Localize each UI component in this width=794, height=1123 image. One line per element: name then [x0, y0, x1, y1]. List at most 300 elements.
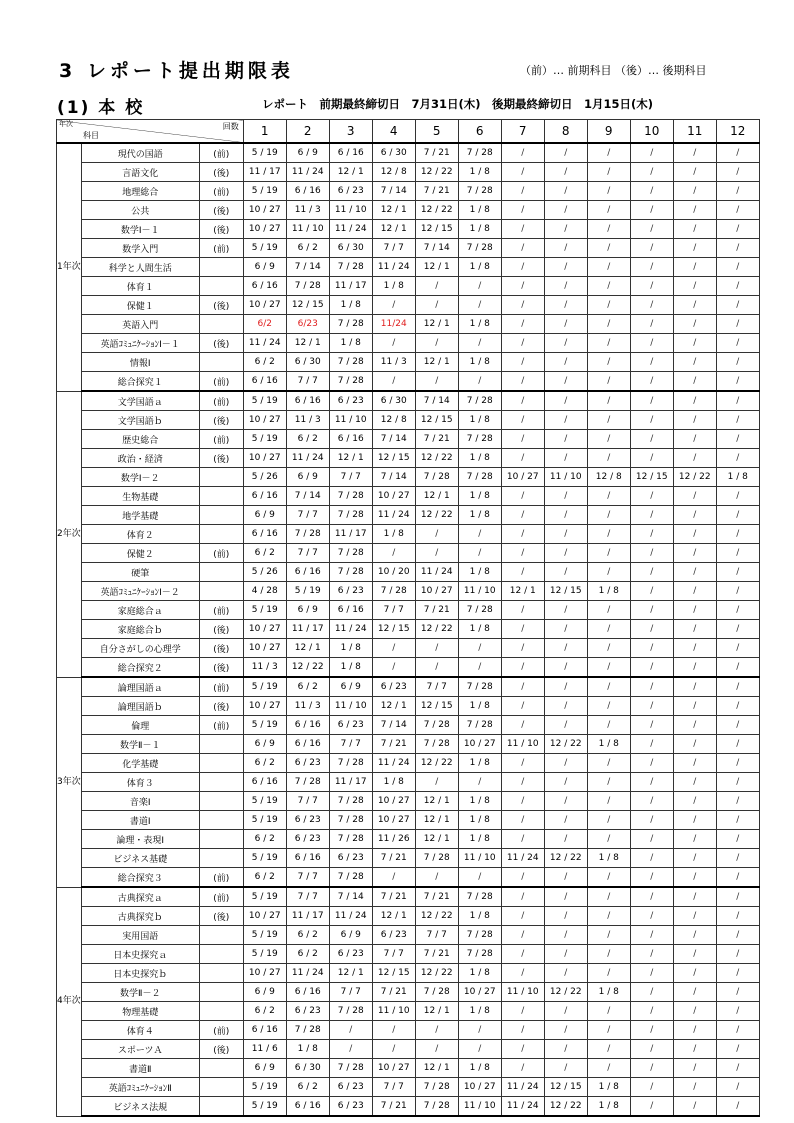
deadline-cell: 7 / 21	[372, 735, 415, 754]
deadline-cell: 7 / 14	[415, 239, 458, 258]
deadline-cell: /	[458, 639, 501, 658]
deadline-cell: /	[630, 487, 673, 506]
deadline-cell: 7 / 28	[329, 1002, 372, 1021]
deadline-cell: /	[501, 811, 544, 830]
column-header: 1	[243, 120, 286, 144]
table-row	[57, 372, 760, 392]
deadline-cell: 1 / 8	[458, 315, 501, 334]
deadline-cell: /	[630, 658, 673, 678]
deadline-cell: 1 / 8	[587, 849, 630, 868]
deadline-cell: 7 / 28	[329, 487, 372, 506]
deadline-cell: 7 / 7	[286, 887, 329, 907]
deadline-cell: 5 / 19	[243, 926, 286, 945]
deadline-cell: 10 / 27	[458, 983, 501, 1002]
deadline-cell: /	[587, 391, 630, 411]
deadline-cell: 10 / 27	[372, 487, 415, 506]
table-row	[57, 773, 760, 792]
term-marker	[199, 830, 243, 849]
deadline-cell: 6 / 16	[243, 372, 286, 392]
deadline-cell: 12 / 22	[544, 849, 587, 868]
deadline-cell: /	[630, 601, 673, 620]
deadline-cell: /	[630, 239, 673, 258]
column-header: 10	[630, 120, 673, 144]
deadline-cell: /	[501, 277, 544, 296]
deadline-cell: /	[716, 716, 759, 735]
year-label: 1年次	[57, 143, 82, 391]
deadline-cell: 1 / 8	[458, 697, 501, 716]
deadline-cell: /	[372, 658, 415, 678]
deadline-cell: /	[372, 868, 415, 888]
deadline-cell: 12 / 1	[415, 792, 458, 811]
deadline-cell: 7 / 28	[329, 1059, 372, 1078]
deadline-cell: 12 / 22	[544, 1097, 587, 1117]
deadline-cell: /	[458, 296, 501, 315]
deadline-cell: /	[673, 849, 716, 868]
deadline-cell: 10 / 27	[243, 907, 286, 926]
deadline-cell: 11 / 6	[243, 1040, 286, 1059]
deadline-cell: 5 / 19	[243, 182, 286, 201]
deadline-cell: 6 / 23	[329, 716, 372, 735]
deadline-cell: /	[501, 639, 544, 658]
deadline-cell: /	[716, 296, 759, 315]
deadline-cell: /	[673, 334, 716, 353]
deadline-cell: 1 / 8	[716, 468, 759, 487]
subject-name: 古典探究ａ	[81, 887, 199, 907]
deadline-cell: 6 / 9	[243, 735, 286, 754]
deadline-cell: /	[587, 563, 630, 582]
term-marker: (後)	[199, 449, 243, 468]
deadline-cell: 11 / 10	[329, 697, 372, 716]
deadline-cell: 12 / 22	[415, 163, 458, 182]
deadline-cell: /	[673, 658, 716, 678]
subject-name: 家庭総合ａ	[81, 601, 199, 620]
deadline-cell: /	[587, 163, 630, 182]
deadline-cell: /	[501, 506, 544, 525]
deadline-cell: 10 / 27	[243, 620, 286, 639]
year-label: 4年次	[57, 887, 82, 1116]
deadline-cell: /	[372, 296, 415, 315]
deadline-cell: 12 / 22	[415, 620, 458, 639]
deadline-cell: 11 / 24	[286, 163, 329, 182]
subject-name: 体育１	[81, 277, 199, 296]
table-row	[57, 525, 760, 544]
term-marker	[199, 506, 243, 525]
table-row	[57, 277, 760, 296]
deadline-cell: 6 / 9	[329, 926, 372, 945]
deadline-cell: 6 / 23	[329, 391, 372, 411]
deadline-cell: /	[544, 773, 587, 792]
deadline-cell: /	[673, 964, 716, 983]
deadline-cell: /	[673, 1002, 716, 1021]
deadline-cell: /	[630, 506, 673, 525]
deadline-cell: 1 / 8	[372, 277, 415, 296]
deadline-cell: 12 / 8	[372, 411, 415, 430]
column-header: 5	[415, 120, 458, 144]
deadline-cell: /	[501, 677, 544, 697]
deadline-cell: 12 / 22	[415, 506, 458, 525]
deadline-cell: /	[501, 391, 544, 411]
deadline-cell: /	[458, 658, 501, 678]
deadline-cell: /	[630, 811, 673, 830]
deadline-cell: 7 / 14	[372, 468, 415, 487]
table-row	[57, 716, 760, 735]
subject-name: ビジネス法規	[81, 1097, 199, 1117]
deadline-cell: /	[673, 926, 716, 945]
deadline-cell: /	[372, 372, 415, 392]
deadline-cell: 7 / 21	[372, 887, 415, 907]
deadline-cell: /	[673, 677, 716, 697]
term-marker: (前)	[199, 677, 243, 697]
deadline-cell: /	[587, 239, 630, 258]
deadline-cell: /	[716, 983, 759, 1002]
deadline-cell: 10 / 27	[243, 639, 286, 658]
deadline-cell: /	[544, 296, 587, 315]
deadline-cell: 4 / 28	[243, 582, 286, 601]
deadline-cell: 12 / 1	[372, 201, 415, 220]
deadline-cell: /	[716, 544, 759, 563]
deadline-cell: 5 / 26	[243, 468, 286, 487]
deadline-cell: /	[415, 658, 458, 678]
term-marker	[199, 258, 243, 277]
column-header: 7	[501, 120, 544, 144]
deadline-cell: /	[587, 964, 630, 983]
deadline-cell: 7 / 28	[458, 887, 501, 907]
deadline-cell: 7 / 14	[372, 430, 415, 449]
deadline-cell: /	[501, 887, 544, 907]
term-marker	[199, 1078, 243, 1097]
subject-name: 論理国語ａ	[81, 677, 199, 697]
deadline-cell: 7 / 14	[415, 391, 458, 411]
deadline-cell: /	[716, 220, 759, 239]
deadline-cell: /	[501, 563, 544, 582]
subject-name: 政治・経済	[81, 449, 199, 468]
deadline-cell: /	[415, 544, 458, 563]
deadline-cell: 1 / 8	[329, 334, 372, 353]
deadline-cell: 1 / 8	[458, 830, 501, 849]
deadline-cell: 1 / 8	[458, 620, 501, 639]
deadline-cell: /	[587, 1059, 630, 1078]
subject-name: 文学国語ａ	[81, 391, 199, 411]
deadline-cell: /	[458, 544, 501, 563]
table-row	[57, 449, 760, 468]
deadline-cell: 6 / 2	[286, 430, 329, 449]
term-marker: (前)	[199, 1021, 243, 1040]
subject-name: 総合探究３	[81, 868, 199, 888]
subject-name: 論理・表現Ⅰ	[81, 830, 199, 849]
deadline-cell: 6 / 2	[286, 1078, 329, 1097]
deadline-cell: 12 / 22	[544, 735, 587, 754]
subject-name: 日本史探究ｂ	[81, 964, 199, 983]
deadline-cell: /	[716, 1059, 759, 1078]
deadline-cell: 6 / 9	[243, 983, 286, 1002]
table-row	[57, 430, 760, 449]
deadline-cell: 11 / 24	[329, 220, 372, 239]
subject-name: 倫理	[81, 716, 199, 735]
deadline-cell: /	[716, 792, 759, 811]
deadline-cell: 12 / 8	[587, 468, 630, 487]
legend-note: （前）… 前期科目 （後）… 後期科目	[520, 64, 707, 77]
deadline-cell: 7 / 7	[329, 735, 372, 754]
deadline-cell: /	[415, 639, 458, 658]
deadline-cell: 7 / 28	[458, 926, 501, 945]
term-marker	[199, 582, 243, 601]
deadline-cell: 7 / 28	[372, 582, 415, 601]
deadline-cell: 12 / 1	[372, 697, 415, 716]
deadline-cell: 10 / 27	[243, 220, 286, 239]
deadline-cell: 7 / 28	[458, 601, 501, 620]
deadline-cell: /	[544, 1040, 587, 1059]
deadline-cell: /	[544, 525, 587, 544]
term-marker: (後)	[199, 296, 243, 315]
deadline-cell: 6 / 16	[243, 487, 286, 506]
deadline-cell: /	[587, 658, 630, 678]
deadline-cell: /	[544, 334, 587, 353]
deadline-cell: /	[630, 926, 673, 945]
deadline-cell: 6 / 16	[329, 601, 372, 620]
subject-name: 自分さがしの心理学	[81, 639, 199, 658]
table-row	[57, 1078, 760, 1097]
deadline-cell: 7 / 28	[415, 716, 458, 735]
deadline-cell: 6 / 23	[329, 945, 372, 964]
deadline-cell: /	[587, 334, 630, 353]
deadline-cell: /	[544, 449, 587, 468]
deadline-cell: 6 / 16	[286, 182, 329, 201]
deadline-cell: 1 / 8	[458, 811, 501, 830]
deadline-cell: 10 / 27	[372, 792, 415, 811]
deadline-cell: 7 / 21	[372, 849, 415, 868]
deadline-cell: /	[673, 525, 716, 544]
deadline-cell: 1 / 8	[587, 983, 630, 1002]
deadline-cell: 6 / 2	[243, 1002, 286, 1021]
table-row	[57, 411, 760, 430]
table-row	[57, 639, 760, 658]
deadline-cell: /	[716, 506, 759, 525]
deadline-cell: /	[716, 391, 759, 411]
table-row	[57, 544, 760, 563]
table-row	[57, 239, 760, 258]
deadline-cell: /	[716, 1002, 759, 1021]
deadline-cell: /	[673, 315, 716, 334]
deadline-cell: 7 / 21	[415, 601, 458, 620]
deadline-cell: 12 / 1	[501, 582, 544, 601]
deadline-cell: 7 / 7	[329, 468, 372, 487]
deadline-cell: /	[630, 525, 673, 544]
deadline-cell: 6 / 9	[286, 601, 329, 620]
deadline-cell: /	[415, 1040, 458, 1059]
deadline-cell: /	[501, 449, 544, 468]
subject-name: 数学Ⅱ－２	[81, 983, 199, 1002]
term-marker: (後)	[199, 697, 243, 716]
deadline-cell: 7 / 28	[329, 315, 372, 334]
deadline-cell: 11 / 26	[372, 830, 415, 849]
deadline-cell: 1 / 8	[587, 735, 630, 754]
deadline-cell: /	[587, 182, 630, 201]
deadline-cell: /	[630, 887, 673, 907]
deadline-cell: 6 / 2	[243, 544, 286, 563]
subject-name: 英語ｺﾐｭﾆｹｰｼｮﾝⅡ	[81, 1078, 199, 1097]
deadline-cell: 11 / 10	[372, 1002, 415, 1021]
deadline-cell: /	[544, 544, 587, 563]
deadline-cell: 10 / 27	[243, 201, 286, 220]
subject-name: 歴史総合	[81, 430, 199, 449]
deadline-cell: /	[630, 639, 673, 658]
deadline-cell: /	[587, 926, 630, 945]
deadline-cell: /	[544, 353, 587, 372]
deadline-cell: 1 / 8	[458, 163, 501, 182]
deadline-cell: /	[673, 220, 716, 239]
deadline-cell: 7 / 21	[415, 182, 458, 201]
year-label: 2年次	[57, 391, 82, 677]
deadline-cell: /	[716, 1040, 759, 1059]
deadline-cell: /	[630, 716, 673, 735]
subject-name: 体育４	[81, 1021, 199, 1040]
deadline-cell: /	[415, 868, 458, 888]
table-row	[57, 735, 760, 754]
deadline-cell: /	[630, 163, 673, 182]
term-marker: (後)	[199, 658, 243, 678]
deadline-cell: /	[716, 697, 759, 716]
deadline-cell: /	[501, 487, 544, 506]
deadline-cell: /	[630, 677, 673, 697]
deadline-cell: /	[716, 449, 759, 468]
table-row	[57, 945, 760, 964]
deadline-cell: /	[673, 277, 716, 296]
term-marker: (前)	[199, 143, 243, 163]
deadline-cell: /	[587, 907, 630, 926]
deadline-cell: 5 / 19	[243, 945, 286, 964]
deadline-cell: 7 / 21	[415, 430, 458, 449]
table-row	[57, 468, 760, 487]
deadline-cell: 6 / 23	[329, 1097, 372, 1117]
deadline-cell: /	[372, 544, 415, 563]
deadline-cell: 1 / 8	[372, 773, 415, 792]
deadline-cell: /	[372, 1040, 415, 1059]
deadline-cell: 7 / 28	[329, 868, 372, 888]
deadline-cell: 7 / 21	[415, 143, 458, 163]
table-row	[57, 907, 760, 926]
deadline-cell: 6 / 30	[372, 391, 415, 411]
term-marker	[199, 754, 243, 773]
deadline-cell: 6 / 23	[372, 926, 415, 945]
subject-name: 公共	[81, 201, 199, 220]
subject-name: 数学Ⅰ－２	[81, 468, 199, 487]
deadline-cell: /	[501, 239, 544, 258]
deadline-cell: /	[630, 201, 673, 220]
deadline-cell: 11 / 17	[286, 907, 329, 926]
deadline-cell: /	[587, 716, 630, 735]
deadline-cell: /	[673, 773, 716, 792]
deadline-cell: /	[587, 411, 630, 430]
deadline-cell: /	[587, 143, 630, 163]
deadline-cell: 7 / 28	[329, 544, 372, 563]
deadline-cell: /	[716, 1078, 759, 1097]
deadline-cell: 6 / 9	[286, 143, 329, 163]
deadline-cell: /	[630, 1021, 673, 1040]
deadline-cell: 12 / 15	[286, 296, 329, 315]
subject-name: 英語ｺﾐｭﾆｹｰｼｮﾝⅠ－２	[81, 582, 199, 601]
table-row	[57, 1097, 760, 1117]
subject-name: 体育３	[81, 773, 199, 792]
deadline-cell: /	[673, 945, 716, 964]
deadline-cell: /	[716, 945, 759, 964]
deadline-cell: /	[673, 811, 716, 830]
subject-name: 化学基礎	[81, 754, 199, 773]
subject-name: 英語入門	[81, 315, 199, 334]
deadline-cell: 1 / 8	[458, 506, 501, 525]
deadline-cell: /	[501, 315, 544, 334]
deadline-cell: 5 / 19	[243, 239, 286, 258]
deadline-cell: 6 / 30	[329, 239, 372, 258]
deadline-cell: /	[716, 1097, 759, 1117]
column-header: 6	[458, 120, 501, 144]
deadline-cell: /	[673, 697, 716, 716]
deadline-cell: 12 / 1	[415, 1002, 458, 1021]
deadline-cell: /	[630, 182, 673, 201]
deadline-cell: 12 / 15	[544, 1078, 587, 1097]
deadline-cell: /	[458, 372, 501, 392]
deadline-cell: /	[501, 773, 544, 792]
deadline-cell: 6 / 23	[372, 677, 415, 697]
deadline-cell: 12 / 15	[415, 697, 458, 716]
deadline-cell: /	[673, 372, 716, 392]
deadline-cell: 7 / 28	[458, 391, 501, 411]
deadline-cell: /	[630, 582, 673, 601]
deadline-cell: 12 / 1	[415, 353, 458, 372]
deadline-cell: 10 / 27	[243, 697, 286, 716]
term-marker: (後)	[199, 201, 243, 220]
deadline-cell: /	[630, 1040, 673, 1059]
deadline-cell: /	[716, 163, 759, 182]
deadline-cell: 6 / 2	[286, 239, 329, 258]
deadline-cell: 6 / 2	[286, 926, 329, 945]
table-row	[57, 296, 760, 315]
deadline-cell: /	[415, 525, 458, 544]
deadline-cell: 7 / 21	[415, 887, 458, 907]
deadline-cell: /	[544, 1021, 587, 1040]
deadline-cell: 12 / 1	[415, 258, 458, 277]
deadline-cell: /	[673, 449, 716, 468]
term-marker	[199, 926, 243, 945]
deadline-cell: /	[501, 372, 544, 392]
deadline-cell: 12 / 1	[415, 1059, 458, 1078]
deadline-cell: 11 / 24	[501, 849, 544, 868]
deadline-cell: 7 / 28	[458, 239, 501, 258]
deadline-cell: 5 / 19	[243, 811, 286, 830]
subject-name: ビジネス基礎	[81, 849, 199, 868]
deadline-cell: 6 / 23	[286, 1002, 329, 1021]
deadline-cell: /	[630, 296, 673, 315]
deadline-cell: 11 / 24	[329, 907, 372, 926]
deadline-cell: /	[544, 201, 587, 220]
subject-name: 論理国語ｂ	[81, 697, 199, 716]
deadline-cell: /	[716, 582, 759, 601]
term-marker	[199, 983, 243, 1002]
deadline-cell: /	[587, 220, 630, 239]
deadline-cell: 1 / 8	[458, 411, 501, 430]
deadline-cell: /	[716, 907, 759, 926]
deadline-cell: 7 / 21	[372, 983, 415, 1002]
deadline-cell: 6 / 30	[286, 1059, 329, 1078]
deadline-cell: 7 / 7	[415, 677, 458, 697]
deadline-cell: 6/2	[243, 315, 286, 334]
deadline-cell: 10 / 27	[243, 296, 286, 315]
term-marker: (後)	[199, 411, 243, 430]
deadline-cell: /	[587, 754, 630, 773]
deadline-cell: /	[587, 201, 630, 220]
deadline-cell: /	[630, 1059, 673, 1078]
term-marker: (後)	[199, 163, 243, 182]
deadline-note: レポート 前期最終締切日 7月31日(木) 後期最終締切日 1月15日(木)	[262, 97, 654, 111]
